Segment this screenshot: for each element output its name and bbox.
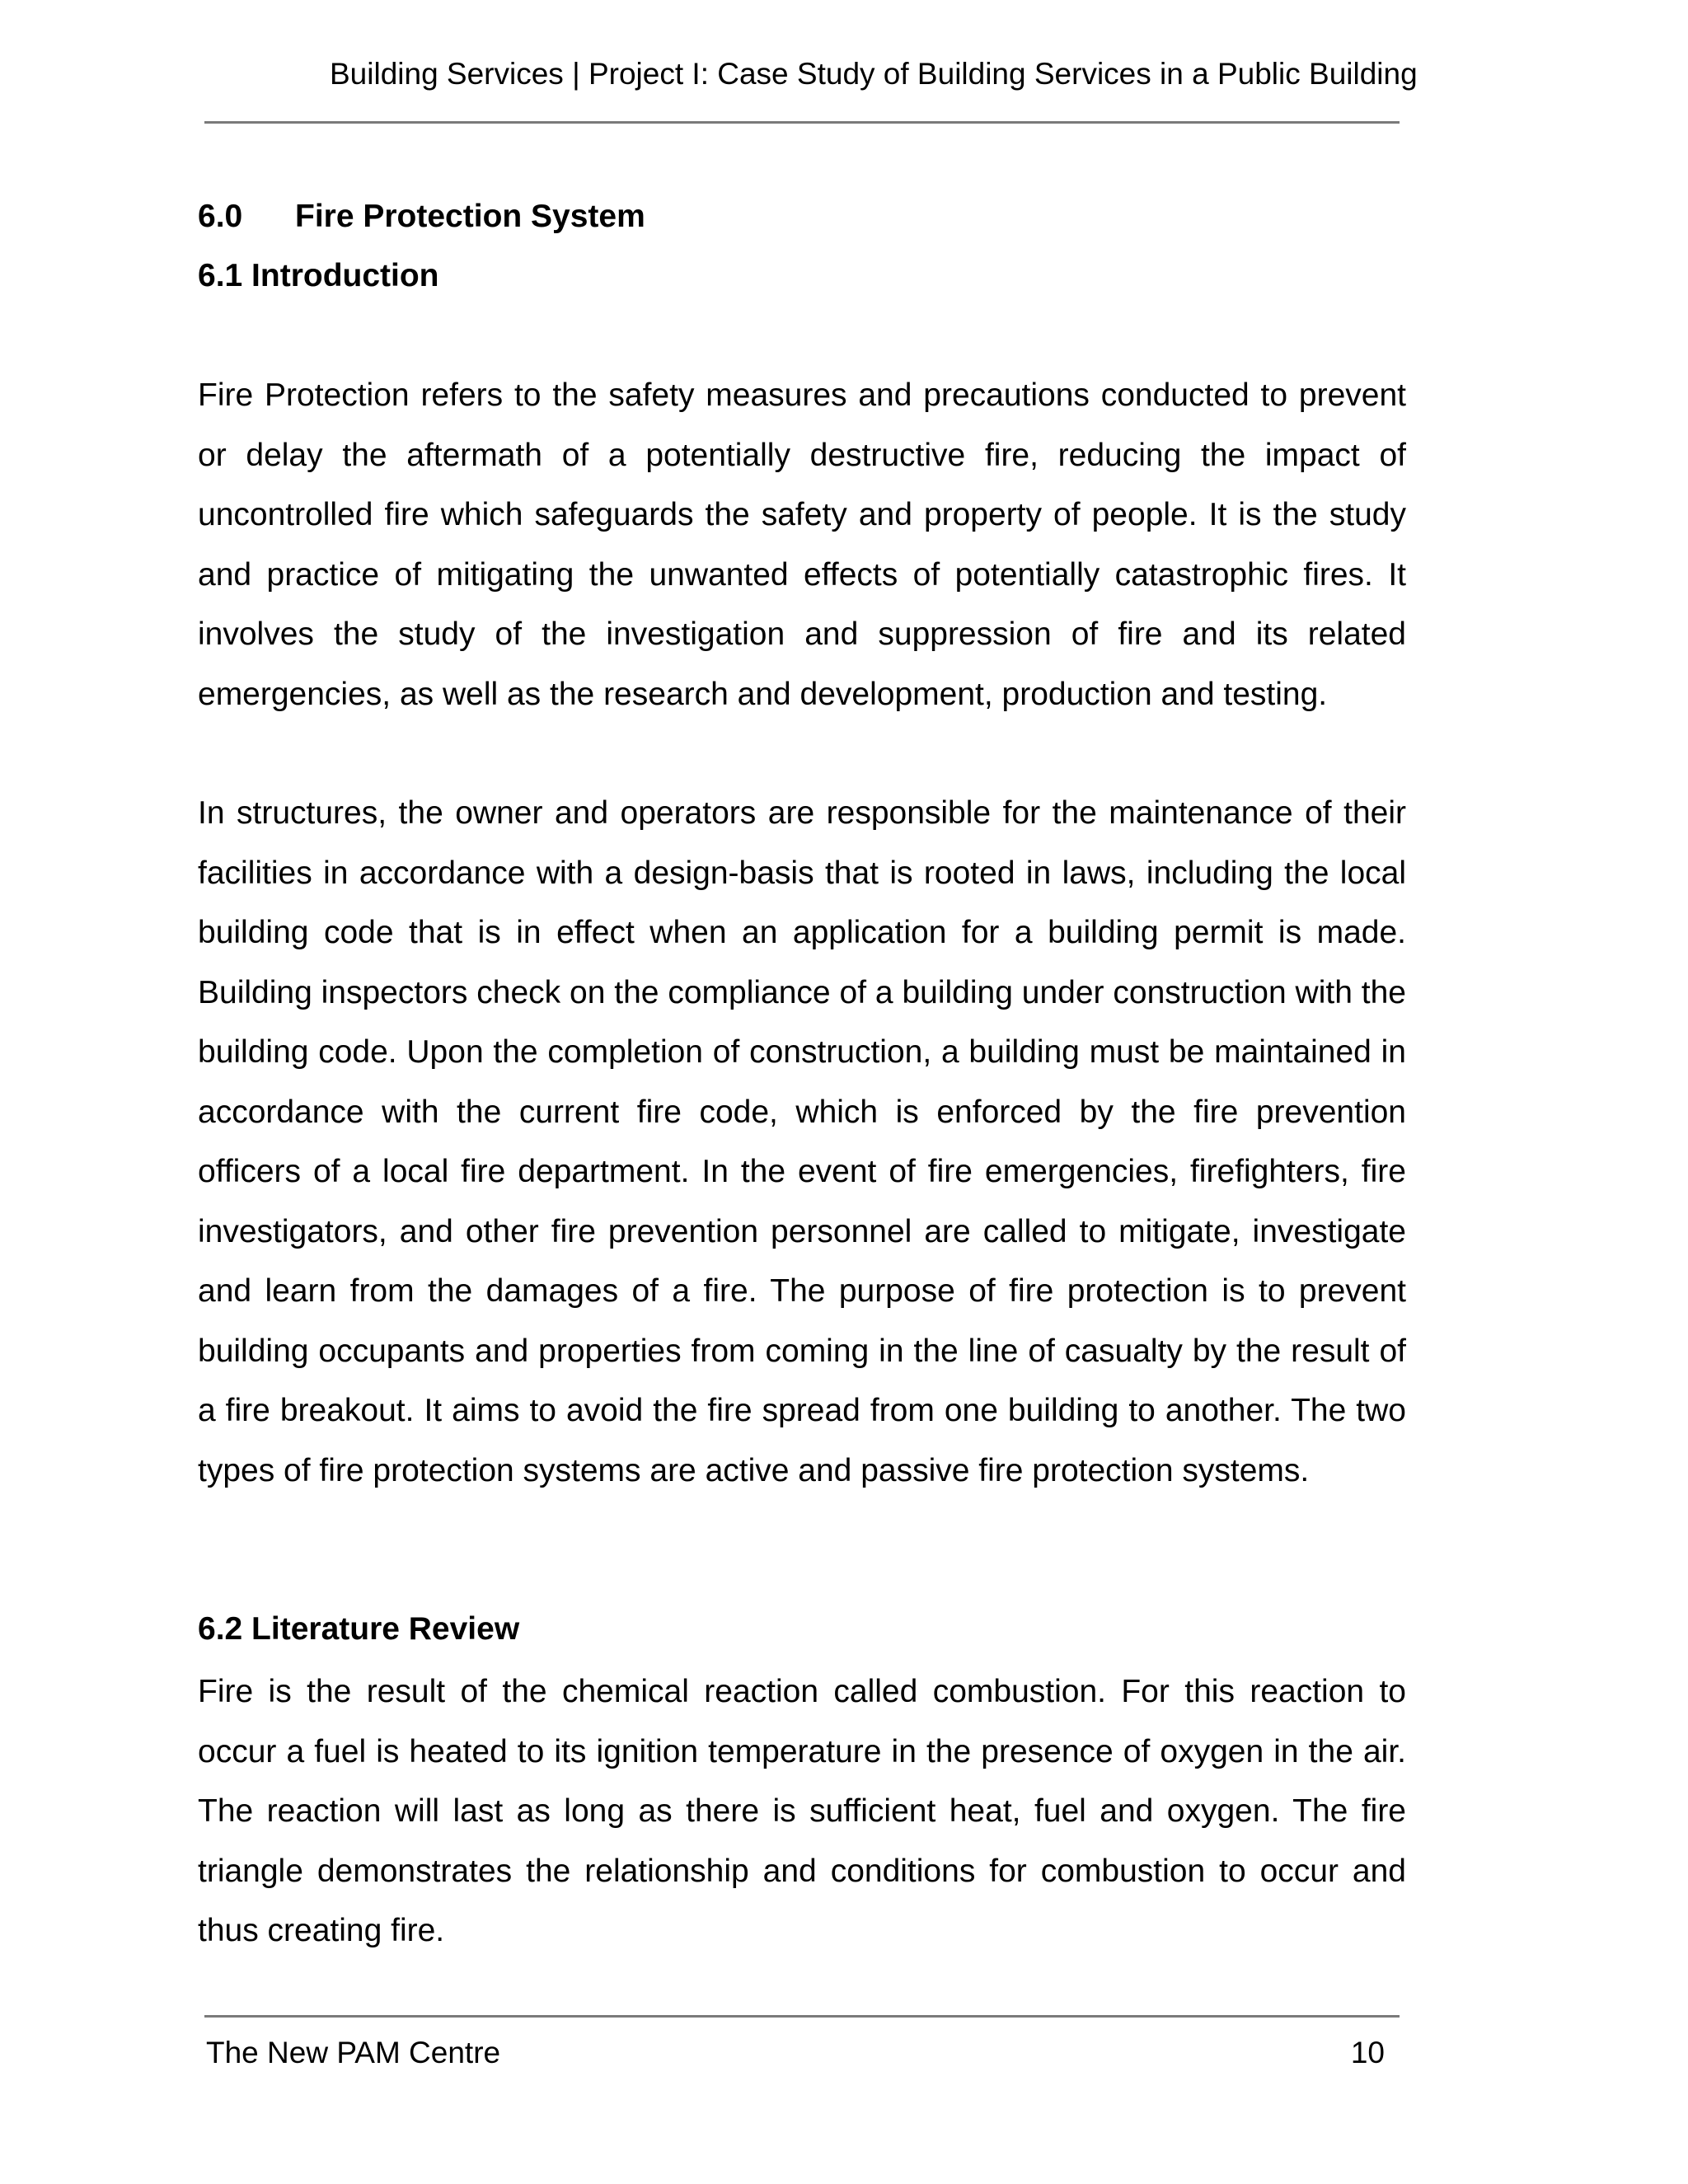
footer-divider bbox=[204, 2015, 1400, 2018]
literature-review-paragraph: Fire is the result of the chemical reaction called combustion. For this reaction to occur a fuel is heated to its ignition temperature in the presence of oxygen in the air. The reaction will last as long as there is sufficient heat, fuel and oxygen. The fire triangle demonstrates the relationship and conditions for combustion to occur and thus creating fire. bbox=[198, 1674, 1406, 1948]
introduction-paragraph-1: Fire Protection refers to the safety measures and precautions conducted to prevent or delay the aftermath of a potentially destructive fire, reducing the impact of uncontrolled fire which safeguards the safety and property of people. It is the study and practice of mitigating the unwanted effects of potentially catastrophic fires. It involves the study of the investigation and suppression of fire and its related emergencies, as well as the research and development, production and testing. bbox=[198, 377, 1406, 712]
section-heading bbox=[198, 195, 645, 238]
header-divider bbox=[204, 121, 1400, 124]
section-number: 6.0 bbox=[198, 199, 243, 234]
introduction-heading: 6.1 Introduction bbox=[198, 258, 439, 293]
introduction-paragraph-2: In structures, the owner and operators are responsible for the maintenance of their facilities in accordance with a design-basis that is rooted in laws, including the local building code that is in effect when an application for a building permit is made. Building inspectors check on the compliance of a building under construction with the building code. Upon the completion of construction, a building must be maintained in accordance with the current fire code, which is enforced by the fire prevention officers of a local fire department. In the event of fire emergencies, firefighters, fire investigators, and other fire prevention personnel are called to mitigate, investigate and learn from the damages of a fire. The purpose of fire protection is to prevent building occupants and properties from coming in the line of casualty by the result of a fire breakout. It aims to avoid the fire spread from one building to another. The two types of fire protection systems are active and passive fire protection systems. bbox=[198, 795, 1406, 1488]
section-title: Fire Protection System bbox=[295, 199, 645, 234]
running-header: Building Services | Project I: Case Study of Building Services in a Public Building bbox=[330, 57, 1418, 91]
literature-review-heading: 6.2 Literature Review bbox=[198, 1611, 520, 1647]
page-number: 10 bbox=[1350, 2036, 1385, 2069]
footer-document-name: The New PAM Centre bbox=[206, 2036, 501, 2069]
